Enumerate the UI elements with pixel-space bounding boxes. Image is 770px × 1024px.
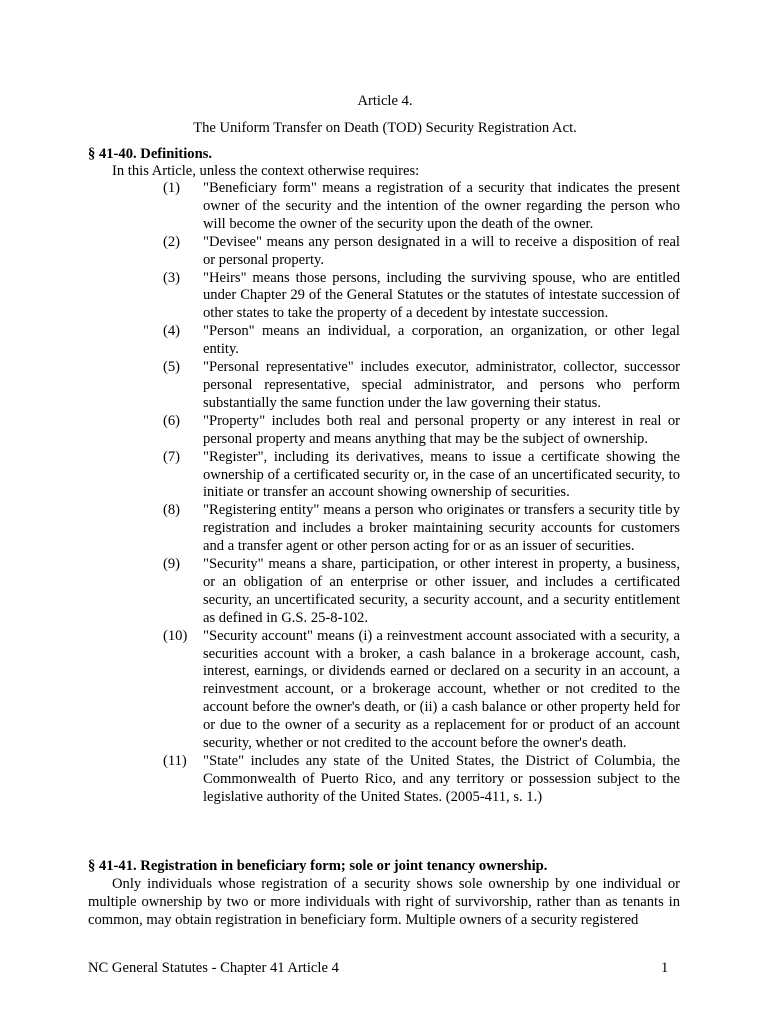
definition-number: (11) — [163, 753, 187, 769]
page-number: 1 — [661, 960, 669, 976]
definition-item — [88, 359, 680, 413]
definition-number: (8) — [163, 502, 181, 519]
definition-number-cell — [88, 234, 203, 270]
definition-item — [88, 180, 680, 234]
definition-number-cell — [88, 628, 203, 753]
act-title: The Uniform Transfer on Death (TOD) Security Registration Act. — [193, 120, 577, 136]
definition-number-cell — [88, 556, 203, 628]
definition-number-cell — [88, 359, 203, 413]
definition-text: "Beneficiary form" means a registration of a security that indicates the present owner of the security and the intention of the owner regarding the person who will become the owner of the security upon the death of the owner. — [203, 180, 680, 232]
definition-item — [88, 449, 680, 503]
definition-number: (10) — [163, 627, 188, 644]
footer-title: NC General Statutes - Chapter 41 Article 4 — [88, 960, 339, 976]
definition-item — [88, 502, 680, 556]
section-heading-41-41: § 41-41. Registration in beneficiary form; sole or joint tenancy ownership. — [88, 858, 548, 874]
definition-number: (6) — [163, 412, 181, 429]
definition-text: "Devisee" means any person designated in a will to receive a disposition of real or personal property. — [203, 233, 680, 268]
definition-item — [88, 270, 680, 324]
definition-text: "Registering entity" means a person who originates or transfers a security title by registration and includes a broker maintaining security accounts for customers and a transfer agent or other person acting for or as an issuer of securities. — [203, 502, 680, 555]
definition-number: (4) — [163, 323, 181, 340]
definition-text: "Heirs" means those persons, including the surviving spouse, who are entitled under Chapter 29 of the General Statutes or the statutes of intestate succession of other states to take the property of a decedent by intestate succession. — [203, 269, 680, 322]
definitions-list — [88, 180, 680, 807]
definition-text: "State" includes any state of the United States, the District of Columbia, the Commonwealth of Puerto Rico, and any territory or possession subject to the legislative authority of the United States. (2005-411, s. 1.) — [203, 753, 680, 805]
definition-item — [88, 234, 680, 270]
definition-item — [88, 413, 680, 449]
definition-item — [88, 323, 680, 359]
definition-number-cell — [88, 449, 203, 503]
definition-number-cell — [88, 502, 203, 556]
definition-item — [88, 628, 680, 753]
section-heading-41-40: § 41-40. Definitions. — [88, 146, 213, 162]
definition-text: "Security account" means (i) a reinvestment account associated with a security, a securities account with a broker, a cash balance in a brokerage account, cash, interest, earnings, or dividends earned or declared on a security in an account, a reinvestment account, or a brokerage account, whether or not credited to the account before the owner's death, or (ii) a cash balance or other property held for or due to the owner of a security as a replacement for or product of an account security, whether or not credited to the account before the owner's death. — [203, 627, 680, 752]
definition-item — [88, 556, 680, 628]
section-41-41-paragraph: Only individuals whose registration of a security shows sole ownership by one individual or multiple ownership by two or more individuals with right of survivorship, rather than as tenants in common, may obtain registration in beneficiary form. Multiple owners of a security registered — [88, 876, 680, 928]
definition-number-cell — [88, 180, 203, 234]
definition-number-cell — [88, 753, 203, 807]
definition-text: "Person" means an individual, a corporation, an organization, or other legal entity. — [203, 323, 680, 358]
definition-text: "Security" means a share, participation, or other interest in property, a business, or an obligation of an enterprise or other issuer, and includes a certificated security, an uncertificated security, a security account, and a security entitlement as defined in G.S. 25-8-102. — [203, 556, 680, 626]
definition-text: "Personal representative" includes executor, administrator, collector, successor personal representative, special administrator, and persons who perform substantially the same function under the law governing their status. — [203, 359, 680, 411]
definition-text: "Property" includes both real and personal property or any interest in real or personal property and means anything that may be the subject of ownership. — [203, 412, 680, 447]
definition-number-cell — [88, 323, 203, 359]
definition-number-cell — [88, 270, 203, 324]
definition-item — [88, 753, 680, 807]
definition-number: (5) — [163, 359, 181, 376]
section-intro: In this Article, unless the context otherwise requires: — [112, 163, 420, 179]
definition-number-cell — [88, 413, 203, 449]
definition-number: (1) — [163, 180, 181, 196]
definition-number: (2) — [163, 233, 181, 250]
definition-text: "Register", including its derivatives, means to issue a certificate showing the ownership of a certificated security or, in the case of an uncertificated security, to initiate or transfer an account showing ownership of securities. — [203, 448, 680, 501]
definition-number: (3) — [163, 269, 181, 286]
definition-number: (7) — [163, 448, 181, 465]
definition-number: (9) — [163, 556, 181, 573]
article-title: Article 4. — [357, 93, 413, 109]
